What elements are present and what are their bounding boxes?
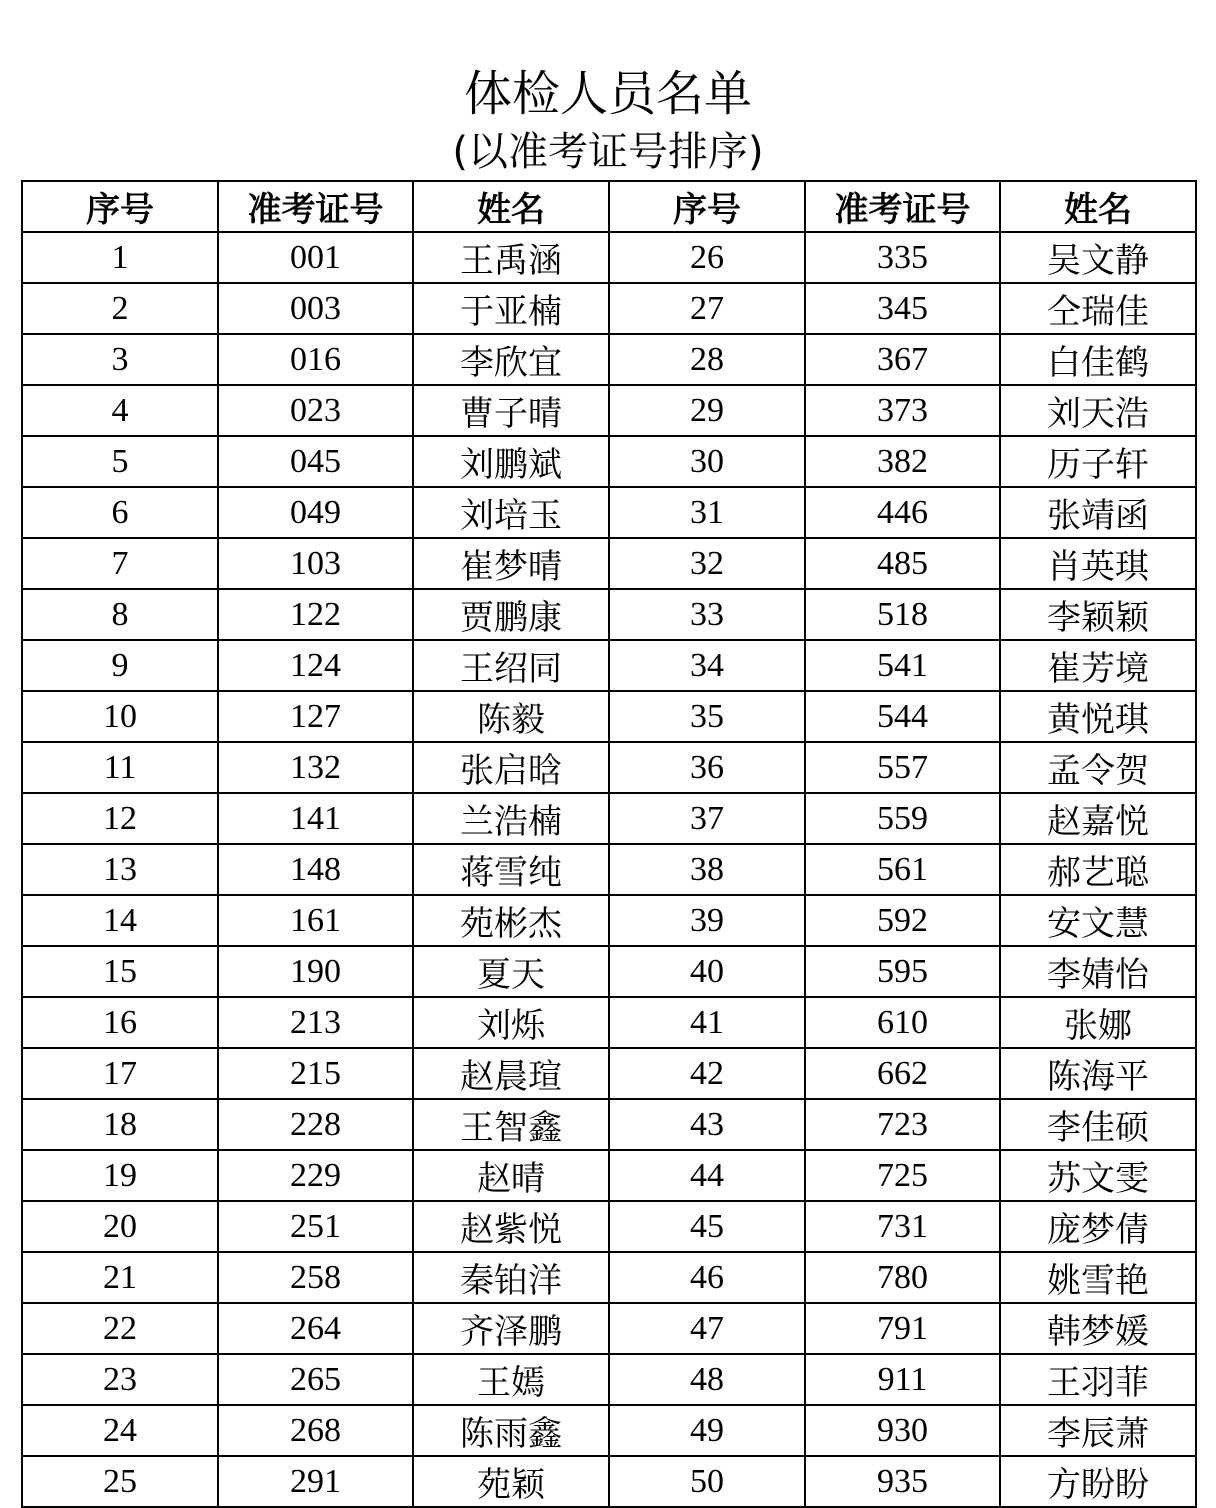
cell-name: 王禹涵: [413, 232, 609, 283]
cell-name: 赵嘉悦: [1000, 793, 1196, 844]
table-row: [22, 283, 1196, 334]
table-row: [22, 1303, 1196, 1354]
cell-index: 22: [22, 1303, 218, 1354]
cell-index: 16: [22, 997, 218, 1048]
cell-index: 35: [609, 691, 805, 742]
cell-name: 李婧怡: [1000, 946, 1196, 997]
cell-name: 苑彬杰: [413, 895, 609, 946]
cell-ticket-number: 265: [218, 1354, 413, 1405]
header-index: 序号: [609, 181, 805, 232]
cell-index: 36: [609, 742, 805, 793]
cell-name: 历子轩: [1000, 436, 1196, 487]
cell-name: 刘天浩: [1000, 385, 1196, 436]
cell-ticket-number: 132: [218, 742, 413, 793]
cell-name: 张娜: [1000, 997, 1196, 1048]
cell-name: 王嫣: [413, 1354, 609, 1405]
table-row: [22, 1456, 1196, 1507]
cell-name: 王智鑫: [413, 1099, 609, 1150]
cell-index: 2: [22, 283, 218, 334]
cell-index: 32: [609, 538, 805, 589]
cell-name: 刘培玉: [413, 487, 609, 538]
cell-ticket-number: 103: [218, 538, 413, 589]
cell-index: 14: [22, 895, 218, 946]
cell-index: 23: [22, 1354, 218, 1405]
cell-ticket-number: 557: [805, 742, 1000, 793]
roster-table: [21, 180, 1197, 1508]
cell-name: 崔芳境: [1000, 640, 1196, 691]
cell-ticket-number: 291: [218, 1456, 413, 1507]
cell-index: 11: [22, 742, 218, 793]
cell-ticket-number: 911: [805, 1354, 1000, 1405]
cell-name: 刘鹏斌: [413, 436, 609, 487]
cell-index: 38: [609, 844, 805, 895]
cell-name: 白佳鹤: [1000, 334, 1196, 385]
cell-index: 39: [609, 895, 805, 946]
cell-name: 韩梦媛: [1000, 1303, 1196, 1354]
cell-index: 18: [22, 1099, 218, 1150]
cell-name: 王绍同: [413, 640, 609, 691]
cell-name: 黄悦琪: [1000, 691, 1196, 742]
table-row: [22, 1252, 1196, 1303]
cell-index: 44: [609, 1150, 805, 1201]
cell-ticket-number: 016: [218, 334, 413, 385]
cell-ticket-number: 731: [805, 1201, 1000, 1252]
cell-name: 蒋雪纯: [413, 844, 609, 895]
cell-name: 赵晴: [413, 1150, 609, 1201]
cell-name: 王羽菲: [1000, 1354, 1196, 1405]
cell-ticket-number: 001: [218, 232, 413, 283]
cell-ticket-number: 213: [218, 997, 413, 1048]
cell-name: 李颖颖: [1000, 589, 1196, 640]
cell-ticket-number: 382: [805, 436, 1000, 487]
table-row: [22, 742, 1196, 793]
cell-index: 3: [22, 334, 218, 385]
cell-index: 13: [22, 844, 218, 895]
cell-index: 4: [22, 385, 218, 436]
cell-name: 贾鹏康: [413, 589, 609, 640]
cell-ticket-number: 148: [218, 844, 413, 895]
cell-ticket-number: 023: [218, 385, 413, 436]
cell-ticket-number: 190: [218, 946, 413, 997]
table-header: [22, 181, 1196, 232]
table-row: [22, 640, 1196, 691]
cell-ticket-number: 595: [805, 946, 1000, 997]
cell-name: 陈毅: [413, 691, 609, 742]
cell-ticket-number: 045: [218, 436, 413, 487]
cell-ticket-number: 122: [218, 589, 413, 640]
cell-index: 5: [22, 436, 218, 487]
cell-name: 赵紫悦: [413, 1201, 609, 1252]
table-row: [22, 1048, 1196, 1099]
cell-name: 齐泽鹏: [413, 1303, 609, 1354]
cell-index: 25: [22, 1456, 218, 1507]
cell-ticket-number: 930: [805, 1405, 1000, 1456]
table-row: [22, 436, 1196, 487]
cell-ticket-number: 935: [805, 1456, 1000, 1507]
cell-name: 曹子晴: [413, 385, 609, 436]
cell-index: 24: [22, 1405, 218, 1456]
cell-name: 赵晨瑄: [413, 1048, 609, 1099]
cell-ticket-number: 268: [218, 1405, 413, 1456]
cell-ticket-number: 723: [805, 1099, 1000, 1150]
cell-name: 张启晗: [413, 742, 609, 793]
table-row: [22, 1354, 1196, 1405]
table-row: [22, 589, 1196, 640]
cell-ticket-number: 791: [805, 1303, 1000, 1354]
table-row: [22, 232, 1196, 283]
cell-index: 34: [609, 640, 805, 691]
cell-index: 47: [609, 1303, 805, 1354]
cell-name: 李佳硕: [1000, 1099, 1196, 1150]
table-row: [22, 691, 1196, 742]
cell-ticket-number: 251: [218, 1201, 413, 1252]
cell-index: 7: [22, 538, 218, 589]
cell-name: 苏文雯: [1000, 1150, 1196, 1201]
cell-ticket-number: 215: [218, 1048, 413, 1099]
cell-ticket-number: 780: [805, 1252, 1000, 1303]
cell-name: 安文慧: [1000, 895, 1196, 946]
cell-index: 6: [22, 487, 218, 538]
cell-name: 庞梦倩: [1000, 1201, 1196, 1252]
cell-ticket-number: 662: [805, 1048, 1000, 1099]
cell-name: 吴文静: [1000, 232, 1196, 283]
cell-ticket-number: 446: [805, 487, 1000, 538]
header-name: 姓名: [1000, 181, 1196, 232]
table-row: [22, 1201, 1196, 1252]
header-name: 姓名: [413, 181, 609, 232]
cell-ticket-number: 373: [805, 385, 1000, 436]
cell-name: 肖英琪: [1000, 538, 1196, 589]
header-index: 序号: [22, 181, 218, 232]
cell-name: 陈雨鑫: [413, 1405, 609, 1456]
cell-name: 兰浩楠: [413, 793, 609, 844]
cell-ticket-number: 592: [805, 895, 1000, 946]
cell-index: 33: [609, 589, 805, 640]
table-row: [22, 538, 1196, 589]
cell-index: 28: [609, 334, 805, 385]
cell-index: 43: [609, 1099, 805, 1150]
cell-ticket-number: 049: [218, 487, 413, 538]
header-ticket-number: 准考证号: [218, 181, 413, 232]
cell-ticket-number: 228: [218, 1099, 413, 1150]
cell-name: 张靖函: [1000, 487, 1196, 538]
document-title: 体检人员名单: [463, 66, 752, 122]
cell-ticket-number: 559: [805, 793, 1000, 844]
cell-ticket-number: 541: [805, 640, 1000, 691]
cell-index: 10: [22, 691, 218, 742]
cell-ticket-number: 229: [218, 1150, 413, 1201]
cell-name: 孟令贺: [1000, 742, 1196, 793]
table-row: [22, 793, 1196, 844]
document-subtitle: (以准考证号排序): [452, 129, 764, 175]
table-row: [22, 334, 1196, 385]
cell-index: 45: [609, 1201, 805, 1252]
cell-index: 40: [609, 946, 805, 997]
cell-ticket-number: 367: [805, 334, 1000, 385]
cell-index: 8: [22, 589, 218, 640]
cell-name: 刘烁: [413, 997, 609, 1048]
cell-name: 秦铂洋: [413, 1252, 609, 1303]
cell-index: 30: [609, 436, 805, 487]
cell-index: 42: [609, 1048, 805, 1099]
cell-name: 仝瑞佳: [1000, 283, 1196, 334]
table-row: [22, 1150, 1196, 1201]
cell-index: 17: [22, 1048, 218, 1099]
table-row: [22, 895, 1196, 946]
cell-index: 29: [609, 385, 805, 436]
cell-index: 9: [22, 640, 218, 691]
table-row: [22, 1099, 1196, 1150]
cell-index: 21: [22, 1252, 218, 1303]
cell-name: 于亚楠: [413, 283, 609, 334]
table-row: [22, 997, 1196, 1048]
cell-index: 27: [609, 283, 805, 334]
cell-index: 15: [22, 946, 218, 997]
cell-index: 49: [609, 1405, 805, 1456]
cell-ticket-number: 561: [805, 844, 1000, 895]
cell-ticket-number: 161: [218, 895, 413, 946]
cell-name: 郝艺聪: [1000, 844, 1196, 895]
header-ticket-number: 准考证号: [805, 181, 1000, 232]
cell-ticket-number: 141: [218, 793, 413, 844]
cell-ticket-number: 544: [805, 691, 1000, 742]
cell-index: 50: [609, 1456, 805, 1507]
cell-index: 20: [22, 1201, 218, 1252]
cell-index: 48: [609, 1354, 805, 1405]
table-row: [22, 946, 1196, 997]
header-row: [22, 181, 1196, 232]
cell-index: 19: [22, 1150, 218, 1201]
cell-name: 李欣宜: [413, 334, 609, 385]
cell-name: 陈海平: [1000, 1048, 1196, 1099]
cell-ticket-number: 264: [218, 1303, 413, 1354]
cell-index: 41: [609, 997, 805, 1048]
table-row: [22, 1405, 1196, 1456]
cell-ticket-number: 124: [218, 640, 413, 691]
cell-ticket-number: 518: [805, 589, 1000, 640]
cell-name: 李辰萧: [1000, 1405, 1196, 1456]
cell-name: 崔梦晴: [413, 538, 609, 589]
cell-index: 46: [609, 1252, 805, 1303]
table-row: [22, 385, 1196, 436]
cell-name: 姚雪艳: [1000, 1252, 1196, 1303]
cell-ticket-number: 003: [218, 283, 413, 334]
table-row: [22, 844, 1196, 895]
cell-ticket-number: 485: [805, 538, 1000, 589]
cell-index: 1: [22, 232, 218, 283]
cell-index: 12: [22, 793, 218, 844]
cell-ticket-number: 335: [805, 232, 1000, 283]
cell-ticket-number: 610: [805, 997, 1000, 1048]
cell-ticket-number: 725: [805, 1150, 1000, 1201]
table-row: [22, 487, 1196, 538]
table-body: [22, 232, 1196, 1507]
cell-name: 苑颖: [413, 1456, 609, 1507]
cell-name: 方盼盼: [1000, 1456, 1196, 1507]
cell-index: 37: [609, 793, 805, 844]
cell-index: 31: [609, 487, 805, 538]
cell-name: 夏天: [413, 946, 609, 997]
cell-ticket-number: 127: [218, 691, 413, 742]
cell-index: 26: [609, 232, 805, 283]
cell-ticket-number: 258: [218, 1252, 413, 1303]
cell-ticket-number: 345: [805, 283, 1000, 334]
